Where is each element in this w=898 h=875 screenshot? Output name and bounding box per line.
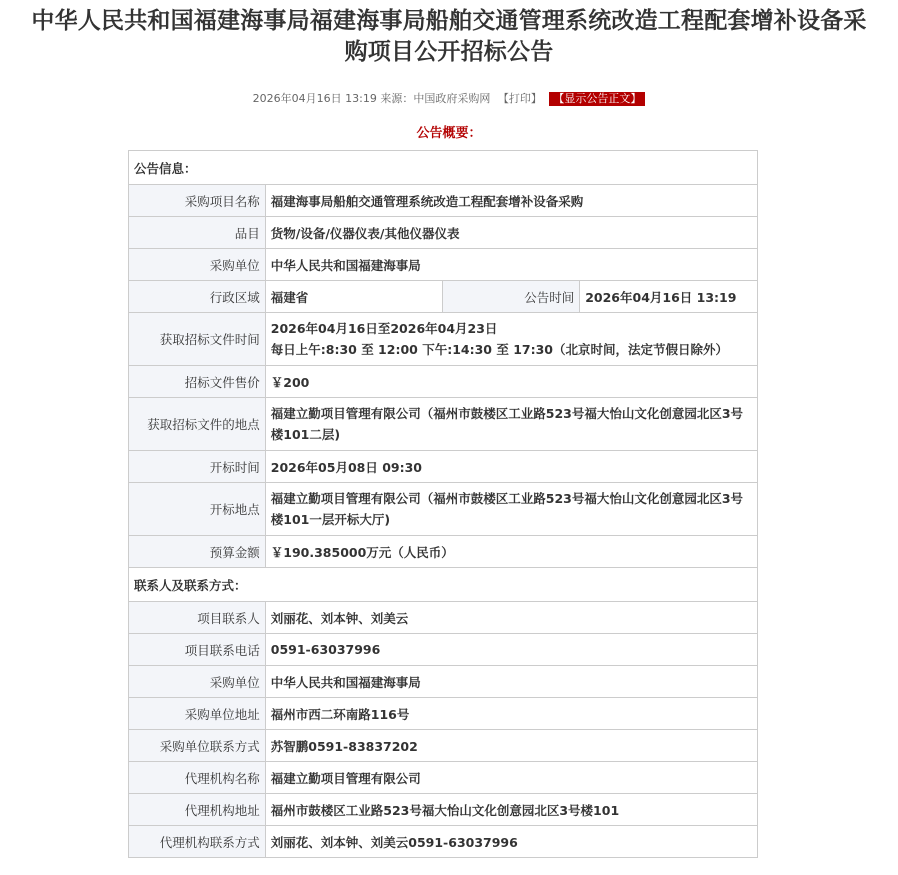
summary-title: 公告概要： — [416, 126, 482, 141]
table-row — [129, 366, 758, 398]
purchaser-address-value: 福州市西二环南路116号 — [265, 698, 757, 730]
table-row — [129, 483, 758, 536]
row-label: 品目 — [129, 217, 266, 249]
table-row — [129, 217, 758, 249]
source-label: 来源： — [380, 92, 414, 105]
row-label: 采购单位联系方式 — [129, 730, 266, 762]
agency-contact-value: 刘丽花、刘本钟、刘美云0591-63037996 — [265, 826, 757, 858]
page-title — [0, 0, 898, 68]
meta-bar — [0, 91, 898, 107]
table-row — [129, 398, 758, 451]
row-label: 开标地点 — [129, 483, 266, 536]
table-row — [129, 826, 758, 858]
table-row — [129, 185, 758, 217]
table-row — [129, 794, 758, 826]
section-header-contact: 联系人及联系方式： — [129, 568, 758, 602]
row-label: 获取招标文件时间 — [129, 313, 266, 366]
table-row — [129, 313, 758, 366]
row-label: 采购单位 — [129, 249, 266, 281]
price-value: ￥200 — [265, 366, 757, 398]
row-label: 采购单位地址 — [129, 698, 266, 730]
row-label: 项目联系人 — [129, 602, 266, 634]
table-row — [129, 451, 758, 483]
obtain-time-line2: 每日上午:8:30 至 12:00 下午:14:30 至 17:30（北京时间，法定节假日除外） — [270, 342, 728, 357]
source-name: 中国政府采购网 — [413, 92, 491, 105]
print-link[interactable]: 【打印】 — [497, 92, 542, 105]
row-label: 代理机构地址 — [129, 794, 266, 826]
row-label: 预算金额 — [129, 536, 266, 568]
table-row — [129, 730, 758, 762]
table-row — [129, 602, 758, 634]
row-label: 开标时间 — [129, 451, 266, 483]
contact-person-value: 刘丽花、刘本钟、刘美云 — [265, 602, 757, 634]
row-label: 获取招标文件的地点 — [129, 398, 266, 451]
obtain-place-line1: 福建立勤项目管理有限公司（福州市鼓楼区工业路523号福大怡山文化创意园北区3号 — [270, 406, 744, 421]
purchaser2-value: 中华人民共和国福建海事局 — [265, 666, 757, 698]
section-header-info: 公告信息： — [129, 151, 758, 185]
open-place-line2: 楼101一层开标大厅) — [270, 512, 391, 527]
obtain-time-line1: 2026年04月16日至2026年04月23日 — [270, 321, 498, 336]
obtain-place-line2: 楼101二层) — [270, 427, 341, 442]
category-value: 货物/设备/仪器仪表/其他仪器仪表 — [265, 217, 757, 249]
table-row — [129, 666, 758, 698]
budget-value: ￥190.385000万元（人民币） — [265, 536, 757, 568]
agency-address-value: 福州市鼓楼区工业路523号福大怡山文化创意园北区3号楼101 — [265, 794, 757, 826]
table-row — [129, 249, 758, 281]
obtain-time-value — [265, 313, 757, 366]
open-time-value: 2026年05月08日 09:30 — [265, 451, 757, 483]
open-place-value — [265, 483, 757, 536]
table-row — [129, 634, 758, 666]
obtain-place-value — [265, 398, 757, 451]
announcement-info-table — [128, 150, 758, 858]
purchaser-contact-value: 苏智鹏0591-83837202 — [265, 730, 757, 762]
table-row — [129, 698, 758, 730]
row-label: 项目联系电话 — [129, 634, 266, 666]
table-row — [129, 281, 758, 313]
show-announcement-button[interactable]: 【显示公告正文】 — [549, 92, 645, 106]
open-place-line1: 福建立勤项目管理有限公司（福州市鼓楼区工业路523号福大怡山文化创意园北区3号 — [270, 491, 744, 506]
row-label: 行政区域 — [129, 281, 266, 313]
page-title-line2: 购项目公开招标公告 — [344, 39, 554, 65]
table-row — [129, 762, 758, 794]
row-label: 公告时间 — [443, 281, 580, 313]
row-label: 采购单位 — [129, 666, 266, 698]
row-label: 招标文件售价 — [129, 366, 266, 398]
purchaser-value: 中华人民共和国福建海事局 — [265, 249, 757, 281]
announce-time-value: 2026年04月16日 13:19 — [580, 281, 758, 313]
row-label: 采购项目名称 — [129, 185, 266, 217]
agency-name-value: 福建立勤项目管理有限公司 — [265, 762, 757, 794]
row-label: 代理机构名称 — [129, 762, 266, 794]
page-title-line1: 中华人民共和国福建海事局福建海事局船舶交通管理系统改造工程配套增补设备采 — [31, 8, 867, 34]
contact-phone-value: 0591-63037996 — [265, 634, 757, 666]
row-label: 代理机构联系方式 — [129, 826, 266, 858]
publish-datetime: 2026年04月16日 13:19 — [252, 92, 377, 105]
project-name-value: 福建海事局船舶交通管理系统改造工程配套增补设备采购 — [265, 185, 757, 217]
table-row — [129, 536, 758, 568]
region-value: 福建省 — [265, 281, 443, 313]
